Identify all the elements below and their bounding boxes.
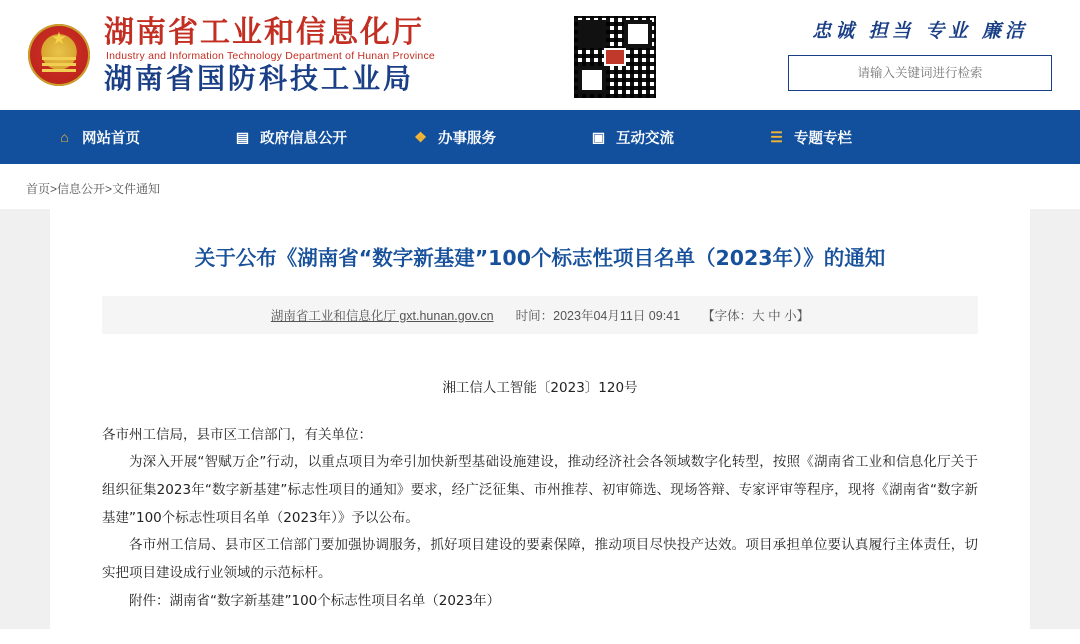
chat-icon: ▣ — [591, 128, 606, 145]
nav-item-gov-info-label: 政府信息公开 — [260, 130, 347, 147]
nav-item-home-label: 网站首页 — [82, 130, 140, 147]
nav-item-topics-label: 专题专栏 — [794, 130, 852, 147]
nav-item-home[interactable] — [56, 127, 234, 148]
article-time-label: 时间： — [515, 308, 554, 323]
search-box[interactable] — [788, 55, 1052, 91]
qr-corner-icon — [624, 20, 652, 48]
main-navigation — [0, 110, 1080, 164]
site-title-block — [104, 14, 435, 96]
site-header — [0, 0, 1080, 110]
font-size-label: 【字体： — [702, 308, 753, 323]
site-title-cn-primary: 湖南省工业和信息化厅 — [104, 14, 424, 50]
home-icon: ⌂ — [60, 129, 69, 145]
nav-item-services[interactable] — [412, 127, 590, 148]
document-icon: ▤ — [235, 128, 250, 145]
qr-center-icon — [604, 48, 626, 66]
page-background — [0, 209, 1080, 629]
site-logo[interactable] — [28, 14, 435, 96]
header-right-block — [788, 16, 1052, 91]
search-input[interactable] — [795, 55, 1045, 91]
article-meta — [102, 296, 978, 334]
site-title-cn-secondary: 湖南省国防科技工业局 — [104, 62, 415, 96]
nav-item-gov-info[interactable] — [234, 127, 412, 148]
font-size-close-bracket: 】 — [796, 308, 810, 323]
nav-item-services-label: 办事服务 — [438, 130, 496, 147]
article-paragraph-2: 各市州工信局、县市区工信部门要加强协调服务，抓好项目建设的要素保障，推动项目尽快投产达效。项目承担单位要认真履行主体责任，切实把项目建设成行业领域的示范标杆。 — [102, 537, 978, 582]
font-size-small-button[interactable]: 小 — [784, 308, 797, 323]
font-size-medium-button[interactable]: 中 — [768, 308, 781, 323]
page-title: 关于公布《湖南省“数字新基建”100个标志性项目名单（2023年）》的通知 — [194, 246, 886, 270]
article-attachment-link[interactable]: 附件：湖南省“数字新基建”100个标志性项目名单（2023年） — [129, 592, 501, 609]
layers-icon: ☰ — [770, 128, 783, 145]
national-emblem-icon — [28, 24, 90, 86]
site-slogan: 忠诚 担当 专业 廉洁 — [812, 20, 1028, 42]
article-time — [516, 306, 680, 324]
document-number: 湘工信人工智能〔2023〕120号 — [442, 379, 638, 396]
qr-code-icon — [572, 14, 658, 100]
font-size-controls[interactable] — [702, 306, 809, 324]
nav-item-interaction[interactable] — [590, 127, 768, 148]
article-paragraph-salutation: 各市州工信局，县市区工信部门，有关单位： — [102, 426, 372, 443]
service-diamond-icon: ❖ — [414, 128, 427, 145]
article-source: 湖南省工业和信息化厅 gxt.hunan.gov.cn — [270, 308, 494, 323]
article-time-value: 2023年04月11日 09:41 — [553, 308, 681, 323]
breadcrumb[interactable] — [0, 164, 1080, 209]
breadcrumb-text: 首页>信息公开>文件通知 — [26, 182, 161, 196]
font-size-large-button[interactable]: 大 — [752, 308, 765, 323]
nav-item-interaction-label: 互动交流 — [616, 130, 674, 147]
nav-item-topics[interactable] — [768, 127, 946, 148]
article-body — [102, 422, 978, 616]
site-title-en: Industry and Information Technology Department of Hunan Province — [106, 50, 435, 63]
article-paragraph-1: 为深入开展“智赋万企”行动，以重点项目为牵引加快新型基础设施建设，推动经济社会各领域数字化转型，按照《湖南省工业和信息化厅关于组织征集2023年“数字新基建”标志性项目的通知》要求，经广泛征集、市州推荐、初审筛选、现场答辩、专家评审等程序，现将《湖南省“数字新基建”100个标志性项目名单（2023年）》予以公布。 — [102, 454, 978, 526]
article-container — [50, 209, 1030, 629]
